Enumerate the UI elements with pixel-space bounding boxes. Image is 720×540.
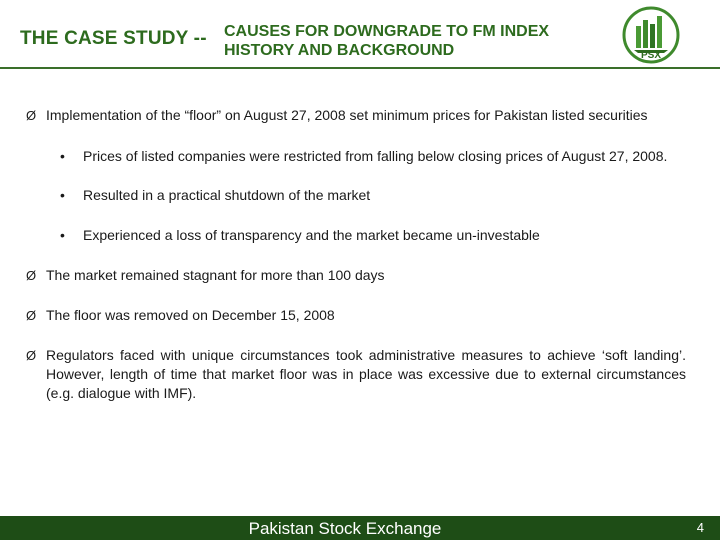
bullet-item [26,106,686,125]
dot-bullet-icon: • [60,187,65,203]
footer-title: Pakistan Stock Exchange [248,519,442,538]
slide-header [0,0,720,67]
sub-bullet-text: Prices of listed companies were restricted from falling below closing prices of August 27, 2008. [83,148,668,164]
slide-body [26,106,686,403]
slide-title-line-1: CAUSES FOR DOWNGRADE TO FM INDEX [224,23,550,40]
bullet-item [26,266,686,285]
bullet-item [26,306,686,325]
arrow-bullet-icon: Ø [26,348,37,363]
header-divider [0,67,720,69]
sub-bullet-item [26,186,686,205]
slide-title-line-2: HISTORY AND BACKGROUND [224,42,455,59]
arrow-bullet-icon: Ø [26,308,37,323]
bullet-item [26,346,686,403]
psx-logo [622,6,680,64]
dot-bullet-icon: • [60,227,65,243]
bullet-text: The floor was removed on December 15, 2008 [46,307,335,323]
page-number: 4 [696,520,704,535]
slide-footer [0,516,720,540]
bullet-text: Regulators faced with unique circumstances took administrative measures to achieve ‘soft landing’. However, length of time that market floor was in place was excessive due to external circumstances (e.g. dialogue with IMF). [46,347,686,401]
sub-bullet-text: Resulted in a practical shutdown of the market [83,187,371,203]
dot-bullet-icon: • [60,148,65,164]
arrow-bullet-icon: Ø [26,108,37,123]
header-prefix: THE CASE STUDY -- [20,28,207,49]
slide-title [224,22,549,60]
sub-bullet-text: Experienced a loss of transparency and the market became un-investable [83,227,540,243]
psx-logo-text: PSX [640,50,662,61]
bullet-text: The market remained stagnant for more than 100 days [46,267,385,283]
sub-bullet-item [26,226,686,245]
arrow-bullet-icon: Ø [26,268,37,283]
bullet-text: Implementation of the “floor” on August 27, 2008 set minimum prices for Pakistan listed securities [46,107,648,123]
sub-bullet-item [26,147,686,166]
